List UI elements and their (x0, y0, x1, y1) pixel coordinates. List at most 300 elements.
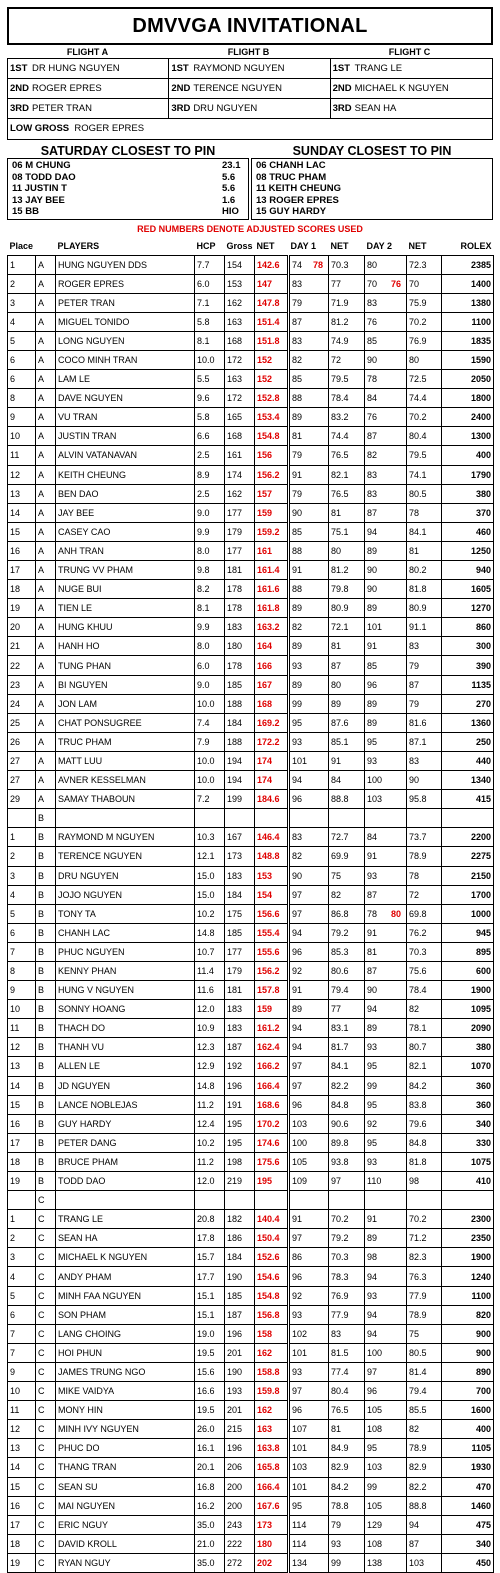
day1-net-cell: 75.1 (329, 522, 365, 541)
hcp-cell: 16.1 (195, 1439, 225, 1458)
day2-cell (365, 713, 407, 732)
day2-cell (365, 427, 407, 446)
rolex-cell: 1800 (442, 389, 494, 408)
day1-score: 83 (292, 278, 303, 289)
place-cell: 1 (8, 828, 36, 847)
hcp-cell: 11.6 (195, 981, 225, 1000)
net-cell (255, 809, 289, 828)
player-cell (56, 809, 195, 828)
day2-score: 138 (367, 1557, 383, 1568)
flight-cell: B (36, 1076, 56, 1095)
day1-score: 103 (292, 1118, 308, 1129)
day2-net-cell: 81 (407, 541, 442, 560)
day1-score: 94 (292, 775, 303, 786)
rolex-cell: 1605 (442, 580, 494, 599)
day1-net-cell: 75 (329, 866, 365, 885)
day2-net-cell: 76.3 (407, 1267, 442, 1286)
day1-net-cell: 84.8 (329, 1095, 365, 1114)
day2-score: 94 (367, 1004, 378, 1015)
flight-cell: A (36, 427, 56, 446)
place-cell: 5 (8, 331, 36, 350)
day2-score: 94 (367, 1328, 378, 1339)
net-cell: 152 (255, 370, 289, 389)
gross-cell: 190 (225, 1362, 255, 1381)
player-cell: MATT LUU (56, 751, 195, 770)
player-cell: CASEY CAO (56, 522, 195, 541)
hcp-cell: 17.8 (195, 1229, 225, 1248)
net-cell: 163.2 (255, 618, 289, 637)
day2-net-cell: 90 (407, 771, 442, 790)
ctp-entry-label: 08 TRUC PHAM (256, 171, 327, 183)
day1-score: 89 (292, 641, 303, 652)
gross-cell: 185 (225, 923, 255, 942)
gross-cell: 163 (225, 312, 255, 331)
hcp-cell: 10.0 (195, 350, 225, 369)
gross-cell: 206 (225, 1458, 255, 1477)
place-cell: 17 (8, 561, 36, 580)
player-cell: MINH FAA NGUYEN (56, 1286, 195, 1305)
net-cell: 161.4 (255, 561, 289, 580)
flight-place: 2ND (10, 83, 30, 94)
net-cell: 166.4 (255, 1477, 289, 1496)
table-row (8, 713, 494, 732)
rolex-cell: 1100 (442, 312, 494, 331)
day2-net-cell: 88.8 (407, 1496, 442, 1515)
flight-place: 3RD (10, 103, 30, 114)
hcp-cell: 6.0 (195, 656, 225, 675)
day2-cell (365, 885, 407, 904)
flight-place: 1ST (332, 63, 351, 74)
gross-cell: 222 (225, 1534, 255, 1553)
player-cell: THANG TRAN (56, 1458, 195, 1477)
day2-cell (365, 961, 407, 980)
flight-cell: A (36, 255, 56, 274)
day2-net-cell: 80.4 (407, 427, 442, 446)
place-cell: 18 (8, 1152, 36, 1171)
day2-net-cell: 82.9 (407, 1458, 442, 1477)
flight-cell: B (36, 942, 56, 961)
gross-cell: 198 (225, 1152, 255, 1171)
place-cell: 20 (8, 618, 36, 637)
table-row (8, 350, 494, 369)
ctp-entry-label: 06 M CHUNG (12, 160, 71, 171)
net-cell: 159.2 (255, 522, 289, 541)
ctp-entry (256, 172, 488, 184)
gross-cell: 200 (225, 1477, 255, 1496)
net-cell: 147 (255, 274, 289, 293)
saturday-ctp (7, 145, 249, 220)
place-cell: 25 (8, 713, 36, 732)
hcp-cell: 15.6 (195, 1362, 225, 1381)
day1-cell (289, 446, 329, 465)
rolex-cell: 1105 (442, 1439, 494, 1458)
place-cell: 10 (8, 1382, 36, 1401)
table-row (8, 465, 494, 484)
ctp-entry-label: 15 GUY HARDY (256, 206, 327, 218)
day1-cell (289, 350, 329, 369)
day2-cell (365, 1534, 407, 1553)
day1-cell (289, 293, 329, 312)
net-cell: 163 (255, 1420, 289, 1439)
day2-score: 92 (367, 1118, 378, 1129)
rolex-cell: 2400 (442, 408, 494, 427)
table-row (8, 561, 494, 580)
gross-cell: 186 (225, 1229, 255, 1248)
rolex-cell: 360 (442, 1076, 494, 1095)
day1-net-cell: 93 (329, 1534, 365, 1553)
flight-cell (331, 59, 492, 78)
table-row (8, 675, 494, 694)
net-cell: 152 (255, 350, 289, 369)
flight-cell: A (36, 541, 56, 560)
gross-cell: 196 (225, 1439, 255, 1458)
col-gross: Gross (226, 241, 253, 252)
day1-cell (289, 1038, 329, 1057)
day2-score: 108 (367, 1424, 383, 1435)
player-cell: TRUC PHAM (56, 732, 195, 751)
rolex-cell: 390 (442, 656, 494, 675)
place-cell: 2 (8, 847, 36, 866)
flight-c-header: FLIGHT C (388, 47, 431, 57)
rolex-cell: 380 (442, 484, 494, 503)
flight-cell: C (36, 1515, 56, 1534)
rolex-cell: 1400 (442, 274, 494, 293)
ctp-entry-label: 06 CHANH LAC (256, 160, 326, 171)
day2-score: 82 (367, 450, 378, 461)
hcp-cell: 5.8 (195, 408, 225, 427)
day1-cell (289, 1343, 329, 1362)
day1-score: 85 (292, 526, 303, 537)
day1-adjusted: 78 (312, 259, 323, 270)
day2-cell (365, 1458, 407, 1477)
net-cell: 156.2 (255, 465, 289, 484)
table-row (8, 771, 494, 790)
day2-net-cell: 87 (407, 675, 442, 694)
net-cell: 156.6 (255, 904, 289, 923)
day1-net-cell: 91 (329, 751, 365, 770)
day2-cell (365, 1401, 407, 1420)
net-cell: 164 (255, 637, 289, 656)
place-cell: 3 (8, 1248, 36, 1267)
table-row (8, 828, 494, 847)
day2-score: 91 (367, 927, 378, 938)
day2-net-cell: 74.1 (407, 465, 442, 484)
day2-cell (365, 1076, 407, 1095)
day1-cell (289, 1496, 329, 1515)
day1-net-cell: 79.8 (329, 580, 365, 599)
place-cell: 17 (8, 1133, 36, 1152)
flight-cell: A (36, 465, 56, 484)
rolex-cell: 2050 (442, 370, 494, 389)
net-cell: 152.6 (255, 1248, 289, 1267)
gross-cell: 172 (225, 389, 255, 408)
day2-net-cell: 78 (407, 503, 442, 522)
rolex-cell: 820 (442, 1305, 494, 1324)
table-row (8, 293, 494, 312)
day2-score: 90 (367, 584, 378, 595)
net-cell: 161 (255, 541, 289, 560)
day1-cell (289, 1000, 329, 1019)
flight-cell: A (36, 713, 56, 732)
table-row (8, 1000, 494, 1019)
net-cell: 156.2 (255, 961, 289, 980)
day1-score: 74 (292, 259, 303, 270)
day2-net-cell: 83 (407, 751, 442, 770)
place-cell (8, 1191, 36, 1210)
day1-cell (289, 923, 329, 942)
day1-score: 94 (292, 1023, 303, 1034)
saturday-ctp-list (7, 158, 249, 220)
player-cell: DAVE NGUYEN (56, 389, 195, 408)
day1-net-cell (329, 1191, 365, 1210)
flight-cell (8, 79, 169, 98)
player-cell: CHANH LAC (56, 923, 195, 942)
place-cell: 9 (8, 981, 36, 1000)
rolex-cell: 1600 (442, 1401, 494, 1420)
day2-net-cell: 78.9 (407, 1439, 442, 1458)
gross-cell: 190 (225, 1267, 255, 1286)
day1-cell (289, 1133, 329, 1152)
col-net: NET (256, 241, 275, 252)
hcp-cell: 9.9 (195, 522, 225, 541)
place-cell: 3 (8, 293, 36, 312)
adjusted-scores-note: RED NUMBERS DENOTE ADJUSTED SCORES USED (137, 224, 363, 234)
day2-net-cell: 70.2 (407, 1210, 442, 1229)
gross-cell: 167 (225, 828, 255, 847)
day2-score: 95 (367, 1099, 378, 1110)
table-row (8, 637, 494, 656)
place-cell: 10 (8, 1000, 36, 1019)
col-day1: DAY 1 (290, 241, 317, 252)
day1-score: 85 (292, 374, 303, 385)
day2-cell (365, 981, 407, 1000)
flight-cell: C (36, 1324, 56, 1343)
day1-cell (289, 961, 329, 980)
flight-cell: C (36, 1382, 56, 1401)
table-row (8, 408, 494, 427)
player-cell: JON LAM (56, 694, 195, 713)
rolex-cell: 360 (442, 1095, 494, 1114)
day1-score: 107 (292, 1424, 308, 1435)
day1-cell (289, 274, 329, 293)
day1-score: 97 (292, 1080, 303, 1091)
day1-score: 114 (292, 1519, 307, 1530)
place-cell: 22 (8, 656, 36, 675)
table-row (8, 981, 494, 1000)
hcp-cell: 10.9 (195, 1019, 225, 1038)
hcp-cell: 9.0 (195, 675, 225, 694)
ctp-entry (256, 195, 488, 207)
day2-score: 94 (367, 1309, 378, 1320)
gross-cell: 201 (225, 1343, 255, 1362)
place-cell: 6 (8, 1305, 36, 1324)
day2-net-cell: 95.8 (407, 790, 442, 809)
rolex-cell: 1000 (442, 904, 494, 923)
day1-net-cell: 87 (329, 656, 365, 675)
rolex-cell: 1380 (442, 293, 494, 312)
player-cell: ANH TRAN (56, 541, 195, 560)
day1-cell (289, 1553, 329, 1572)
flight-cell: C (36, 1191, 56, 1210)
rolex-cell: 370 (442, 503, 494, 522)
flight-cell: C (36, 1229, 56, 1248)
net-cell: 174 (255, 771, 289, 790)
place-cell: 12 (8, 465, 36, 484)
day2-score: 100 (367, 775, 383, 786)
net-cell: 184.6 (255, 790, 289, 809)
day1-net-cell: 89.8 (329, 1133, 365, 1152)
gross-cell: 201 (225, 1401, 255, 1420)
rolex-cell: 1100 (442, 1286, 494, 1305)
rolex-cell: 340 (442, 1534, 494, 1553)
gross-cell: 182 (225, 1210, 255, 1229)
rolex-cell: 600 (442, 961, 494, 980)
day1-cell (289, 732, 329, 751)
day2-net-cell: 78.1 (407, 1019, 442, 1038)
day2-score: 70 (367, 278, 378, 289)
net-cell: 174 (255, 751, 289, 770)
flight-place-row (8, 59, 492, 79)
day2-cell (365, 771, 407, 790)
day2-score: 90 (367, 355, 378, 366)
player-cell: KEITH CHEUNG (56, 465, 195, 484)
day1-cell (289, 522, 329, 541)
gross-cell: 173 (225, 847, 255, 866)
net-cell (255, 1191, 289, 1210)
rolex-cell: 1340 (442, 771, 494, 790)
flight-cell: B (36, 981, 56, 1000)
col-players: PLAYERS (57, 241, 100, 252)
rolex-cell: 1240 (442, 1267, 494, 1286)
table-row (8, 599, 494, 618)
day1-net-cell: 83.2 (329, 408, 365, 427)
day1-cell (289, 656, 329, 675)
table-row (8, 866, 494, 885)
player-cell: GUY HARDY (56, 1114, 195, 1133)
day2-score: 93 (367, 870, 378, 881)
day2-cell (365, 370, 407, 389)
day2-score: 129 (367, 1519, 383, 1530)
gross-cell: 184 (225, 885, 255, 904)
day2-score: 93 (367, 1290, 378, 1301)
day1-net-cell: 77.9 (329, 1305, 365, 1324)
day1-score: 91 (292, 985, 303, 996)
day1-cell (289, 828, 329, 847)
day2-net-cell: 81.8 (407, 580, 442, 599)
flight-cell: C (36, 1439, 56, 1458)
player-cell: MIKE VAIDYA (56, 1382, 195, 1401)
day2-net-cell: 72 (407, 885, 442, 904)
table-row (8, 847, 494, 866)
net-cell: 146.4 (255, 828, 289, 847)
day1-score: 91 (292, 1214, 303, 1225)
net-cell: 174.6 (255, 1133, 289, 1152)
player-cell: PHUC DO (56, 1439, 195, 1458)
day2-net-cell: 78.9 (407, 847, 442, 866)
flight-cell: B (36, 961, 56, 980)
player-cell: MINH IVY NGUYEN (56, 1420, 195, 1439)
table-row (8, 1477, 494, 1496)
table-row (8, 809, 494, 828)
day2-net-cell: 80.2 (407, 561, 442, 580)
day2-score: 96 (367, 679, 378, 690)
day2-cell (365, 561, 407, 580)
hcp-cell: 9.8 (195, 561, 225, 580)
place-cell: 23 (8, 675, 36, 694)
flight-cell: B (36, 828, 56, 847)
rolex-cell: 2200 (442, 828, 494, 847)
hcp-cell: 16.8 (195, 1477, 225, 1496)
flight-cell: A (36, 751, 56, 770)
flight-cell: A (36, 580, 56, 599)
place-cell: 14 (8, 503, 36, 522)
flight-winner-name: DR HUNG NGUYEN (32, 63, 120, 74)
hcp-cell: 15.0 (195, 866, 225, 885)
net-cell: 166 (255, 656, 289, 675)
hcp-cell: 2.5 (195, 484, 225, 503)
saturday-ctp-title: SATURDAY CLOSEST TO PIN (40, 144, 216, 158)
gross-cell: 174 (225, 465, 255, 484)
place-cell: 13 (8, 484, 36, 503)
player-cell: BRUCE PHAM (56, 1152, 195, 1171)
rolex-cell: 940 (442, 561, 494, 580)
place-cell: 9 (8, 408, 36, 427)
day2-score: 85 (367, 335, 378, 346)
flight-cell: A (36, 618, 56, 637)
flight-cell: A (36, 389, 56, 408)
col-day1-net: NET (330, 241, 349, 252)
place-cell: 15 (8, 1095, 36, 1114)
flight-place: 1ST (10, 63, 28, 74)
player-cell: DRU NGUYEN (56, 866, 195, 885)
page-title: DMVVGA INVITATIONAL (7, 7, 493, 45)
day2-score: 87 (367, 507, 378, 518)
net-cell: 180 (255, 1534, 289, 1553)
day2-net-cell: 82.1 (407, 1057, 442, 1076)
day1-score: 93 (292, 660, 303, 671)
day2-net-cell: 80.9 (407, 599, 442, 618)
table-row (8, 255, 494, 274)
rolex-cell: 470 (442, 1477, 494, 1496)
day1-cell (289, 427, 329, 446)
player-cell: RYAN NGUY (56, 1553, 195, 1572)
day2-score: 94 (367, 1271, 378, 1282)
ctp-entry-value: 23.1 (222, 160, 241, 171)
table-row (8, 694, 494, 713)
net-cell: 154.8 (255, 427, 289, 446)
place-cell: 8 (8, 961, 36, 980)
net-cell: 147.8 (255, 293, 289, 312)
day1-net-cell: 84.2 (329, 1477, 365, 1496)
day1-cell (289, 599, 329, 618)
player-cell: SEAN HA (56, 1229, 195, 1248)
gross-cell (225, 809, 255, 828)
player-cell: LONG NGUYEN (56, 331, 195, 350)
day1-net-cell: 76.5 (329, 484, 365, 503)
gross-cell: 168 (225, 331, 255, 350)
net-cell: 166.2 (255, 1057, 289, 1076)
flight-cell: C (36, 1362, 56, 1381)
day2-cell (365, 446, 407, 465)
day1-cell (289, 503, 329, 522)
day1-cell (289, 1401, 329, 1420)
rolex-cell: 460 (442, 522, 494, 541)
ctp-entry (12, 160, 244, 172)
player-cell: JD NGUYEN (56, 1076, 195, 1095)
rolex-cell: 895 (442, 942, 494, 961)
hcp-cell: 8.2 (195, 580, 225, 599)
day2-net-cell: 81.6 (407, 713, 442, 732)
